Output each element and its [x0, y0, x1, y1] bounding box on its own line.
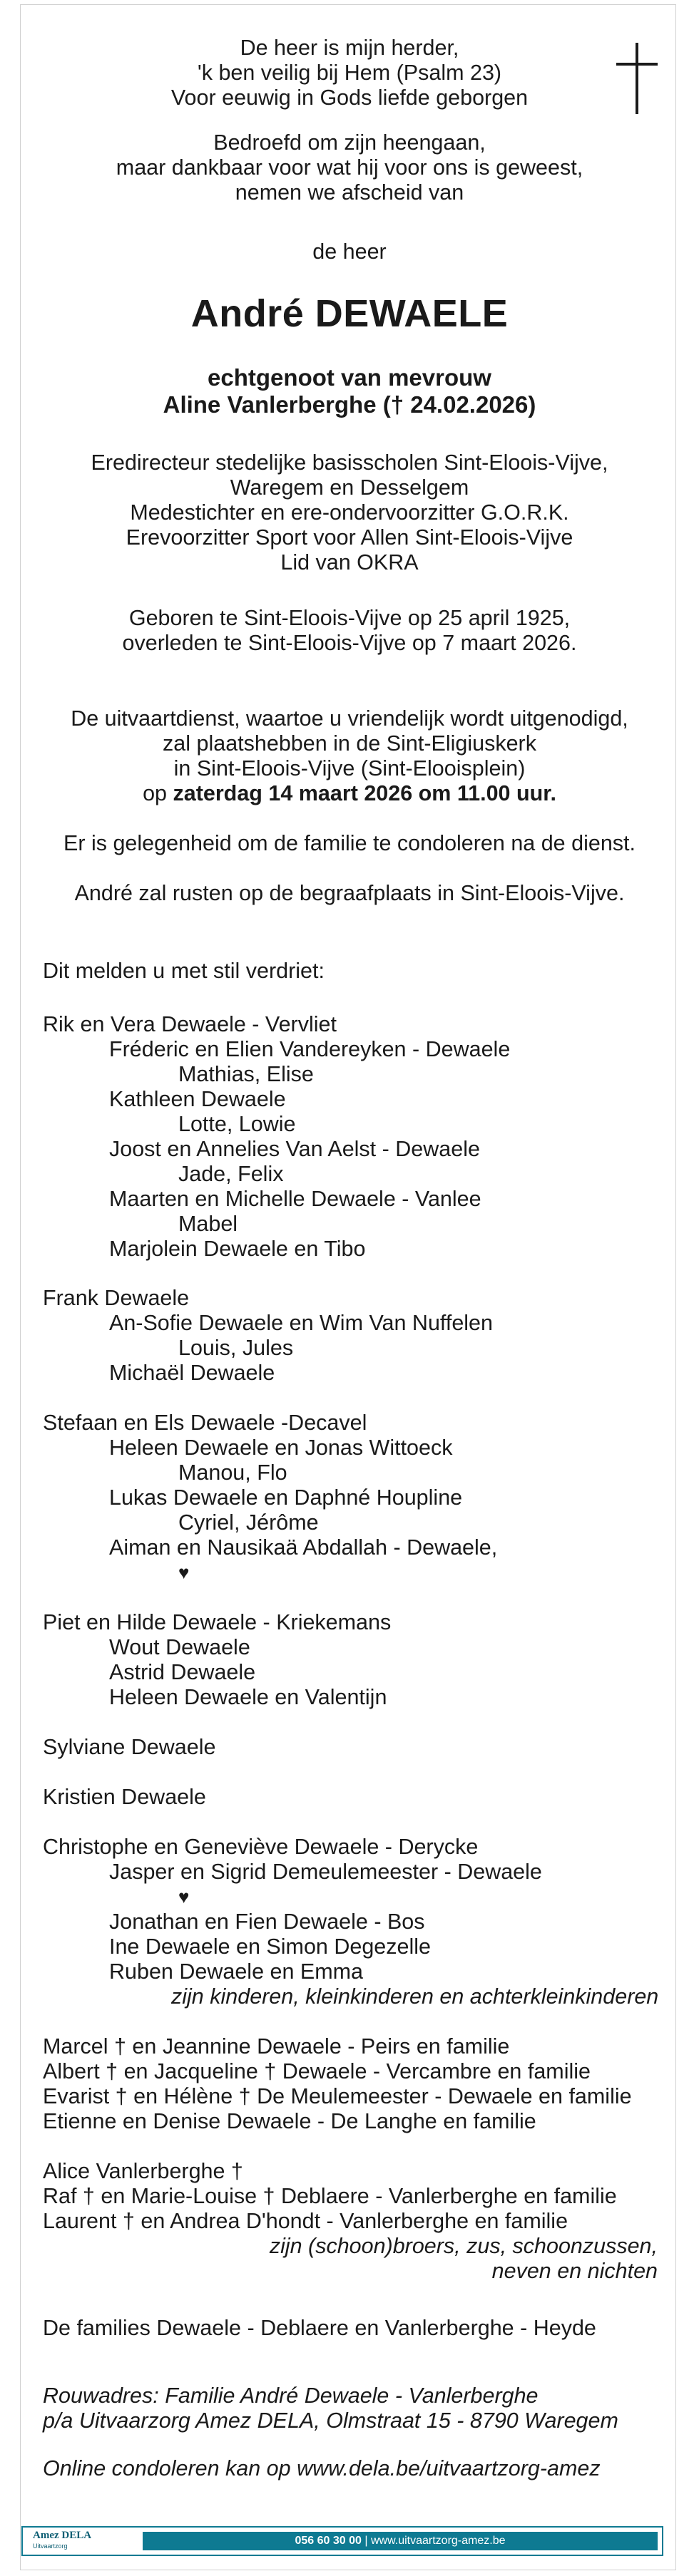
siblings-list [43, 2034, 632, 2134]
family-member-line: Joost en Annelies Van Aelst - Dewaele [109, 1137, 480, 1161]
heart-icon: ♥ [178, 1886, 190, 1907]
family-intro: Dit melden u met stil verdriet: [43, 959, 325, 983]
family-member-line: Mathias, Elise [178, 1062, 314, 1086]
title-line: Waregem en Desselgem [230, 475, 469, 500]
family-member-line: Lukas Dewaele en Daphné Houpline [109, 1485, 463, 1510]
family-member-line: Kristien Dewaele [43, 1785, 206, 1809]
service-line: De uitvaartdienst, waartoe u vriendelijk wordt uitgenodigd, [71, 706, 628, 731]
title-line: Erevoorzitter Sport voor Allen Sint-Eloois-Vijve [126, 525, 573, 550]
title-line: Lid van OKRA [280, 550, 419, 575]
inlaw-line: Alice Vanlerberghe † [43, 2159, 243, 2183]
family-member-line: Astrid Dewaele [109, 1660, 256, 1684]
sibling-line: Etienne en Denise Dewaele - De Langhe en familie [43, 2109, 536, 2133]
title-prefix-text: de heer [312, 239, 387, 264]
inlaws-label-line: zijn (schoon)broers, zus, schoonzussen, [269, 2234, 658, 2258]
birth-death [43, 606, 656, 656]
psalm-verse [43, 36, 656, 110]
online-condolence: Online condoleren kan op www.dela.be/uitvaartzorg-amez [43, 2456, 601, 2480]
website-link[interactable]: www.uitvaartzorg-amez.be [370, 2535, 506, 2547]
descendants-label: zijn kinderen, kleinkinderen en achterkleinkinderen [171, 1984, 659, 2009]
announcement [43, 130, 656, 205]
family-member-line: Frank Dewaele [43, 1286, 190, 1310]
mourning-address [43, 2384, 618, 2433]
title-line: Eredirecteur stedelijke basisscholen Sint-Eloois-Vijve, [91, 450, 608, 475]
family-member-line: Rik en Vera Dewaele - Vervliet [43, 1012, 337, 1036]
service-date-line [43, 781, 656, 806]
address-line: p/a Uitvaarzorg Amez DELA, Olmstraat 15 - 8790 Waregem [43, 2408, 618, 2433]
family-member-line: Ine Dewaele en Simon Degezelle [109, 1934, 431, 1959]
psalm-line: De heer is mijn herder, [240, 36, 459, 60]
sibling-line: Evarist † en Hélène † De Meulemeester - Dewaele en familie [43, 2084, 632, 2108]
family-member-line: Michaël Dewaele [109, 1361, 275, 1385]
service-date-prefix: op [143, 781, 173, 805]
birth-line: Geboren te Sint-Eloois-Vijve op 25 april 1925, [128, 606, 571, 630]
family-member-line: Heleen Dewaele en Valentijn [109, 1685, 387, 1709]
funeral-home-banner [21, 2526, 663, 2556]
death-line: overleden te Sint-Eloois-Vijve op 7 maart 2026. [122, 631, 577, 655]
family-member-line: Lotte, Lowie [178, 1112, 296, 1136]
family-member-line: An-Sofie Dewaele en Wim Van Nuffelen [109, 1311, 493, 1335]
sibling-line: Marcel † en Jeannine Dewaele - Peirs en familie [43, 2034, 510, 2059]
phone-number: 056 60 30 00 [295, 2535, 362, 2547]
honorary-titles [43, 450, 656, 575]
family-member-line: Kathleen Dewaele [109, 1087, 286, 1111]
family-member-line: Jade, Felix [178, 1162, 284, 1186]
condolence-note-text: Er is gelegenheid om de familie te condoleren na de dienst. [63, 831, 636, 855]
funeral-service [43, 706, 656, 806]
title-prefix [43, 239, 656, 264]
inlaws-label-line: neven en nichten [491, 2259, 658, 2283]
family-member-line: Maarten en Michelle Dewaele - Vanlee [109, 1187, 481, 1211]
family-member-line: Sylviane Dewaele [43, 1735, 216, 1759]
family-member-line: Piet en Hilde Dewaele - Kriekemans [43, 1610, 392, 1634]
service-line: zal plaatshebben in de Sint-Eligiuskerk [163, 731, 536, 756]
announcement-line: Bedroefd om zijn heengaan, [213, 130, 486, 155]
sibling-line: Albert † en Jacqueline † Dewaele - Vercambre en familie [43, 2059, 591, 2083]
burial-note-text: André zal rusten op de begraafplaats in Sint-Eloois-Vijve. [74, 881, 625, 905]
family-member-line: Aiman en Nausikaä Abdallah - Dewaele, [109, 1535, 498, 1560]
family-member-line: Ruben Dewaele en Emma [109, 1959, 364, 1984]
psalm-line: Voor eeuwig in Gods liefde geborgen [170, 86, 529, 110]
families-line: De families Dewaele - Deblaere en Vanlerberghe - Heyde [43, 2316, 596, 2340]
address-line: Rouwadres: Familie André Dewaele - Vanlerberghe [43, 2384, 539, 2408]
logo-brand: Amez DELA [33, 2530, 92, 2541]
inlaw-line: Laurent † en Andrea D'hondt - Vanlerberghe en familie [43, 2209, 568, 2233]
condolence-note [43, 831, 656, 856]
family-member-line: Jonathan en Fien Dewaele - Bos [109, 1910, 425, 1934]
family-member-line: Wout Dewaele [109, 1635, 250, 1659]
family-member-line: Stefaan en Els Dewaele -Decavel [43, 1411, 367, 1435]
psalm-line: 'k ben veilig bij Hem (Psalm 23) [197, 61, 502, 85]
service-date: zaterdag 14 maart 2026 om 11.00 uur. [173, 781, 556, 805]
family-member-line: Mabel [178, 1212, 238, 1236]
title-line: Medestichter en ere-ondervoorzitter G.O.R.K. [130, 500, 569, 525]
spouse-line: echtgenoot van mevrouw [208, 364, 491, 391]
family-member-line: Marjolein Dewaele en Tibo [109, 1237, 366, 1261]
family-member-line: Manou, Flo [178, 1460, 287, 1485]
contact-band [143, 2532, 658, 2550]
spouse-info [43, 364, 656, 418]
announcement-line: nemen we afscheid van [235, 180, 464, 205]
inlaws-list [43, 2159, 617, 2234]
service-line: in Sint-Eloois-Vijve (Sint-Elooisplein) [173, 756, 526, 780]
family-member-line: Louis, Jules [178, 1336, 294, 1360]
inlaws-label [270, 2234, 658, 2284]
family-member-line: Jasper en Sigrid Demeulemeester - Dewaele [109, 1860, 542, 1884]
separator: | [361, 2535, 371, 2547]
burial-note [43, 881, 656, 906]
heart-icon: ♥ [178, 1562, 190, 1583]
family-member-line: Fréderic en Elien Vandereyken - Dewaele [109, 1037, 511, 1061]
amez-dela-logo [30, 2529, 130, 2553]
spouse-line: Aline Vanlerberghe († 24.02.2026) [163, 391, 536, 418]
announcement-line: maar dankbaar voor wat hij voor ons is geweest, [116, 155, 583, 180]
family-member-line: Heleen Dewaele en Jonas Wittoeck [109, 1436, 453, 1460]
family-member-line: Christophe en Geneviève Dewaele - Derycke [43, 1835, 479, 1859]
family-member-line: Cyriel, Jérôme [178, 1510, 319, 1535]
logo-subtitle: Uitvaartzorg [33, 2542, 68, 2550]
deceased-name: André DEWAELE [190, 292, 509, 335]
inlaw-line: Raf † en Marie-Louise † Deblaere - Vanlerberghe en familie [43, 2184, 617, 2208]
